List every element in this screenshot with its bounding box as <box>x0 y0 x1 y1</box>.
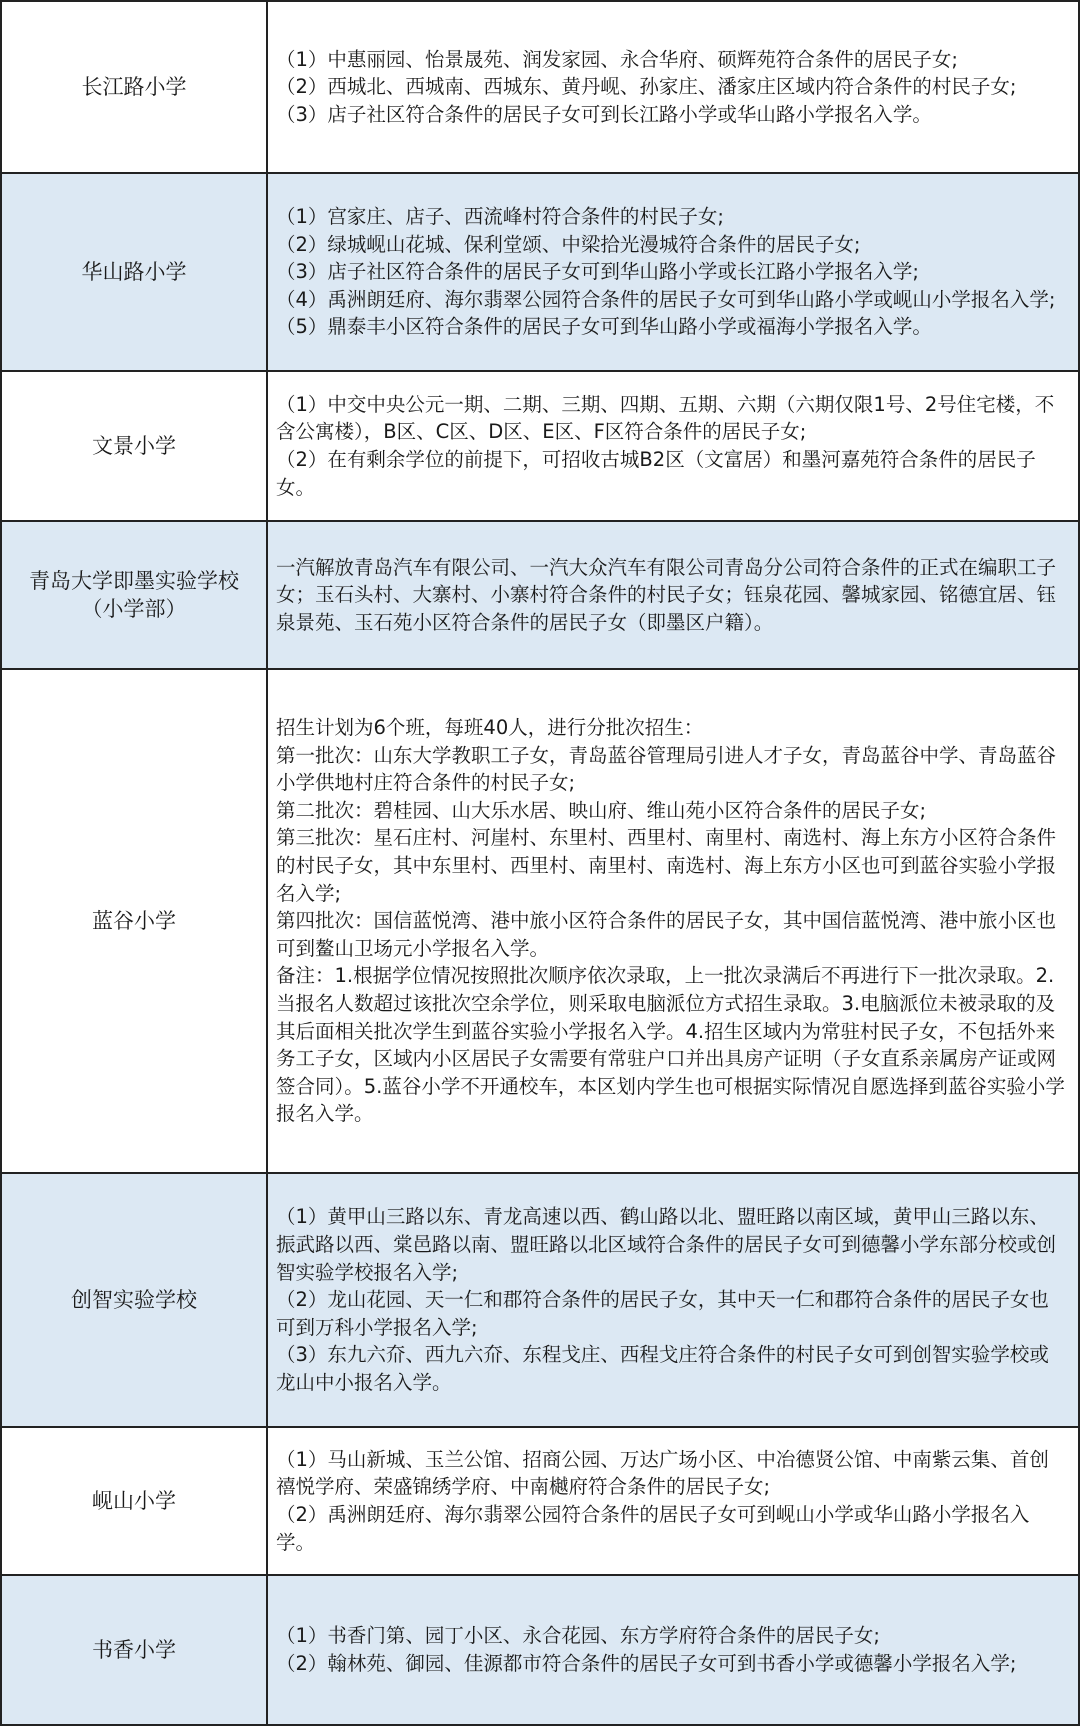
school-name: 书香小学 <box>92 1638 176 1662</box>
school-name-cell <box>1 1173 267 1427</box>
school-zone-description: （1）书香门第、园丁小区、永合花园、东方学府符合条件的居民子女; （2）翰林苑、御园、佳源都市符合条件的居民子女可到书香小学或德馨小学报名入学; <box>267 1575 1079 1725</box>
school-zone-description: （1）马山新城、玉兰公馆、招商公园、万达广场小区、中冶德贤公馆、中南紫云集、首创禧悦学府、荣盛锦绣学府、中南樾府符合条件的居民子女; （2）禹洲朗廷府、海尔翡翠公园符合条件的居民子女可到岘山小学或华山路小学报名入学。 <box>267 1427 1079 1575</box>
school-name: 岘山小学 <box>92 1489 176 1513</box>
school-name: 青岛大学即墨实验学校 <box>29 569 239 593</box>
school-zone-description: 招生计划为6个班，每班40人，进行分批次招生： 第一批次：山东大学教职工子女，青岛蓝谷管理局引进人才子女，青岛蓝谷中学、青岛蓝谷小学供地村庄符合条件的村民子女; 第二批次：碧桂园、山大乐水居、映山府、维山苑小区符合条件的居民子女; 第三批次：星石庄村、河崖村、东里村、西里村、南里村、南选村、海上东方小区符合条件的村民子女，其中东里村、西里村、南里村、南选村、海上东方小区也可到蓝谷实验小学报名入学; 第四批次：国信蓝悦湾、港中旅小区符合条件的居民子女，其中国信蓝悦湾、港中旅小区也可到鳌山卫场元小学报名入学。 备注：1.根据学位情况按照批次顺序依次录取，上一批次录满后不再进行下一批次录取。2.当报名人数超过该批次空余学位，则采取电脑派位方式招生录取。3.电脑派位未被录取的及其后面相关批次学生到蓝谷实验小学报名入学。4.招生区域内为常驻村民子女，不包括外来务工子女，区域内小区居民子女需要有常驻户口并出具房产证明（子女直系亲属房产证或网签合同）。5.蓝谷小学不开通校车，本区划内学生也可根据实际情况自愿选择到蓝谷实验小学报名入学。 <box>267 669 1079 1173</box>
school-name-cell <box>1 371 267 521</box>
school-zone-description: （1）中交中央公元一期、二期、三期、四期、五期、六期（六期仅限1号、2号住宅楼，不含公寓楼），B区、C区、D区、E区、F区符合条件的居民子女; （2）在有剩余学位的前提下，可招收古城B2区（文富居）和墨河嘉苑符合条件的居民子女。 <box>267 371 1079 521</box>
school-name-cell <box>1 521 267 669</box>
school-name: 华山路小学 <box>81 260 187 284</box>
table-row <box>1 173 1079 371</box>
school-name: 文景小学 <box>92 434 176 458</box>
table-row <box>1 371 1079 521</box>
school-name-cell <box>1 1427 267 1575</box>
table-row <box>1 1427 1079 1575</box>
table-row <box>1 1575 1079 1725</box>
school-name-cell <box>1 669 267 1173</box>
school-zone-description: （1）黄甲山三路以东、青龙高速以西、鹤山路以北、盟旺路以南区域，黄甲山三路以东、振武路以西、棠邑路以南、盟旺路以北区域符合条件的居民子女可到德馨小学东部分校或创智实验学校报名入学; （2）龙山花园、天一仁和郡符合条件的居民子女，其中天一仁和郡符合条件的居民子女也可到万科小学报名入学; （3）东九六夼、西九六夼、东程戈庄、西程戈庄符合条件的村民子女可到创智实验学校或龙山中小报名入学。 <box>267 1173 1079 1427</box>
school-zone-description: （1）中惠丽园、怡景晟苑、润发家园、永合华府、硕辉苑符合条件的居民子女; （2）西城北、西城南、西城东、黄丹岘、孙家庄、潘家庄区域内符合条件的村民子女; （3）店子社区符合条件的居民子女可到长江路小学或华山路小学报名入学。 <box>267 1 1079 173</box>
school-name-cell <box>1 1 267 173</box>
table-row <box>1 1173 1079 1427</box>
school-zone-description: 一汽解放青岛汽车有限公司、一汽大众汽车有限公司青岛分公司符合条件的正式在编职工子女；玉石头村、大寨村、小寨村符合条件的村民子女；钰泉花园、馨城家园、铭德宜居、钰泉景苑、玉石苑小区符合条件的居民子女（即墨区户籍）。 <box>267 521 1079 669</box>
table-row <box>1 521 1079 669</box>
table-row <box>1 1 1079 173</box>
school-name: 蓝谷小学 <box>92 909 176 933</box>
school-name: 创智实验学校 <box>71 1288 197 1312</box>
table-row <box>1 669 1079 1173</box>
school-name-cell <box>1 173 267 371</box>
school-name-sub: （小学部） <box>81 597 187 621</box>
school-name: 长江路小学 <box>81 75 187 99</box>
school-name-cell <box>1 1575 267 1725</box>
school-zone-description: （1）宫家庄、店子、西流峰村符合条件的村民子女; （2）绿城岘山花城、保利堂颂、中梁拾光漫城符合条件的居民子女; （3）店子社区符合条件的居民子女可到华山路小学或长江路小学报名入学; （4）禹洲朗廷府、海尔翡翠公园符合条件的居民子女可到华山路小学或岘山小学报名入学; （5）鼎泰丰小区符合条件的居民子女可到华山路小学或福海小学报名入学。 <box>267 173 1079 371</box>
